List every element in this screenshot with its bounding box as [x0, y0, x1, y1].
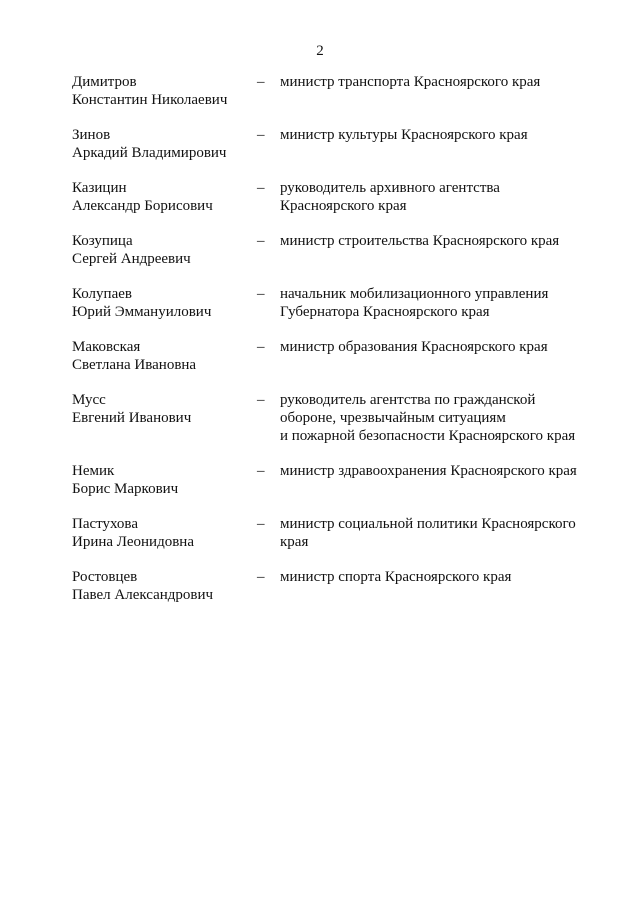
role-line: министр социальной политики Красноярского [280, 516, 576, 532]
page-number: 2 [316, 43, 324, 59]
member-role [280, 179, 592, 215]
list-item [72, 73, 592, 109]
list-item [72, 391, 592, 445]
member-name [72, 126, 257, 162]
list-item [72, 462, 592, 498]
member-role [280, 73, 592, 91]
member-name [72, 179, 257, 215]
role-line: Красноярского края [280, 198, 407, 214]
list-item [72, 338, 592, 374]
member-given-names: Константин Николаевич [72, 92, 228, 108]
dash-separator: – [257, 516, 265, 532]
dash-separator: – [257, 233, 265, 249]
member-name [72, 462, 257, 498]
member-given-names: Светлана Ивановна [72, 357, 197, 373]
role-line: министр культуры Красноярского края [280, 127, 528, 143]
member-given-names: Борис Маркович [72, 481, 179, 497]
member-given-names: Ирина Леонидовна [72, 534, 194, 550]
list-item [72, 126, 592, 162]
role-line: Губернатора Красноярского края [280, 304, 490, 320]
member-list [72, 73, 592, 604]
role-line: обороне, чрезвычайным ситуациям [280, 410, 506, 426]
member-surname: Казицин [72, 180, 127, 196]
dash-separator: – [257, 127, 265, 143]
member-given-names: Аркадий Владимирович [72, 145, 227, 161]
role-line: руководитель агентства по гражданской [280, 392, 536, 408]
role-line: министр образования Красноярского края [280, 339, 548, 355]
role-line: руководитель архивного агентства [280, 180, 500, 196]
member-name [72, 232, 257, 268]
role-line: министр строительства Красноярского края [280, 233, 560, 249]
member-name [72, 285, 257, 321]
member-given-names: Павел Александрович [72, 587, 214, 603]
member-surname: Димитров [72, 74, 137, 90]
member-surname: Немик [72, 463, 115, 479]
member-surname: Пастухова [72, 516, 138, 532]
dash-separator: – [257, 180, 265, 196]
dash-separator: – [257, 569, 265, 585]
member-surname: Зинов [72, 127, 111, 143]
role-line: министр транспорта Красноярского края [280, 74, 541, 90]
member-given-names: Александр Борисович [72, 198, 213, 214]
dash-separator: – [257, 74, 265, 90]
role-line: министр спорта Красноярского края [280, 569, 512, 585]
member-role [280, 391, 592, 445]
member-surname: Мусс [72, 392, 106, 408]
role-line: и пожарной безопасности Красноярского края [280, 428, 576, 444]
dash-separator: – [257, 339, 265, 355]
member-surname: Ростовцев [72, 569, 138, 585]
member-surname: Козупица [72, 233, 133, 249]
member-given-names: Сергей Андреевич [72, 251, 191, 267]
list-item [72, 568, 592, 604]
member-role [280, 515, 592, 551]
member-name [72, 391, 257, 427]
member-name [72, 515, 257, 551]
role-line: начальник мобилизационного управления [280, 286, 549, 302]
member-role [280, 126, 592, 144]
member-name [72, 568, 257, 604]
member-role [280, 462, 592, 480]
member-name [72, 338, 257, 374]
role-line: министр здравоохранения Красноярского края [280, 463, 577, 479]
list-item [72, 179, 592, 215]
member-given-names: Юрий Эммануилович [72, 304, 212, 320]
member-role [280, 285, 592, 321]
member-surname: Колупаев [72, 286, 132, 302]
member-name [72, 73, 257, 109]
dash-separator: – [257, 463, 265, 479]
list-item [72, 515, 592, 551]
member-given-names: Евгений Иванович [72, 410, 192, 426]
role-line: края [280, 534, 309, 550]
member-role [280, 568, 592, 586]
dash-separator: – [257, 286, 265, 302]
member-surname: Маковская [72, 339, 141, 355]
list-item [72, 232, 592, 268]
member-role [280, 232, 592, 250]
dash-separator: – [257, 392, 265, 408]
list-item [72, 285, 592, 321]
member-role [280, 338, 592, 356]
